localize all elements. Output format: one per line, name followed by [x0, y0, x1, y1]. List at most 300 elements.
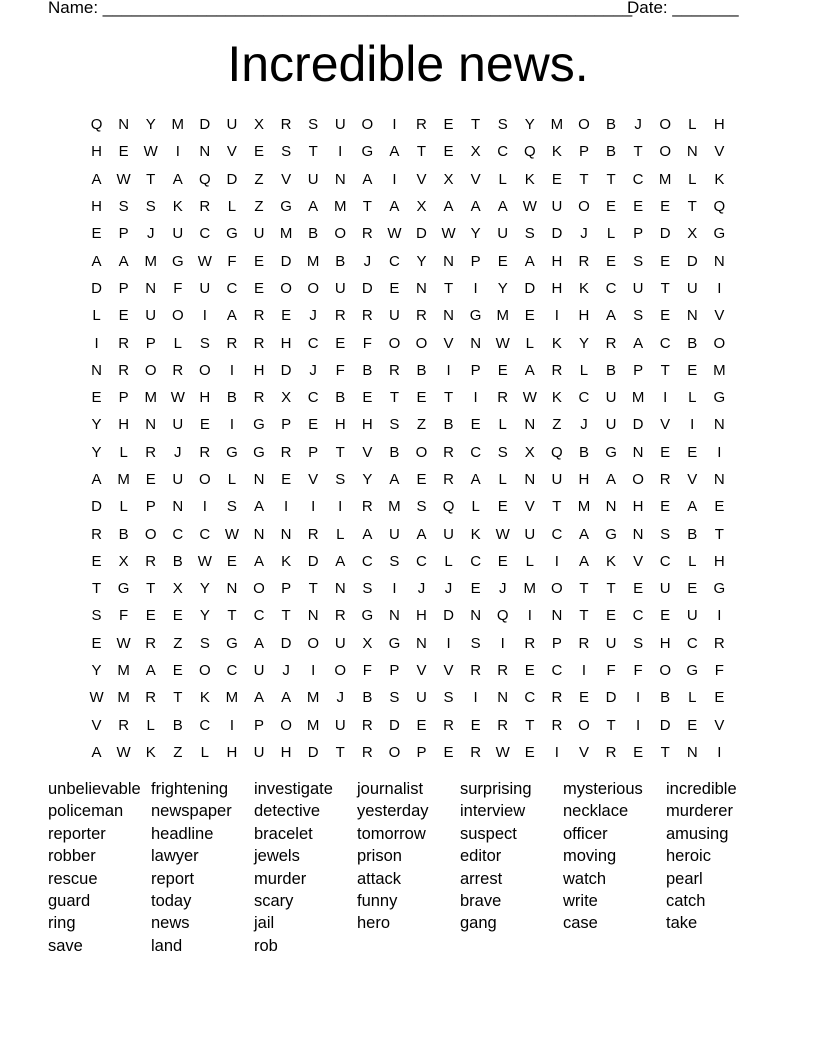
- grid-letter: I: [581, 662, 587, 680]
- grid-letter: C: [172, 525, 184, 543]
- grid-letter: K: [551, 389, 562, 407]
- grid-letter: A: [633, 334, 644, 352]
- grid-letter: E: [254, 143, 265, 161]
- grid-letter: S: [497, 116, 508, 134]
- grid-letter: S: [389, 552, 400, 570]
- grid-letter: E: [389, 279, 400, 297]
- grid-row: [83, 247, 733, 274]
- grid-letter: R: [497, 716, 509, 734]
- grid-letter: C: [470, 552, 482, 570]
- grid-letter: D: [91, 498, 102, 516]
- grid-letter: N: [713, 471, 725, 488]
- grid-letter: A: [254, 689, 265, 707]
- grid-letter: U: [443, 525, 454, 543]
- grid-letter: E: [362, 389, 373, 407]
- grid-letter: G: [605, 525, 617, 543]
- grid-letter: N: [199, 143, 211, 161]
- grid-letter: E: [633, 198, 644, 216]
- grid-letter: O: [280, 279, 292, 297]
- grid-letter: H: [91, 143, 102, 161]
- grid-letter: R: [443, 443, 454, 461]
- grid-row: [83, 220, 733, 247]
- word-bank-item: land: [151, 936, 183, 955]
- grid-row: [83, 138, 733, 165]
- word-bank-item: surprising: [460, 780, 532, 798]
- word-bank-item: brave: [460, 891, 502, 910]
- grid-letter: E: [497, 498, 508, 516]
- grid-letter: P: [118, 279, 129, 297]
- grid-letter: G: [713, 389, 726, 407]
- grid-letter: T: [91, 580, 102, 598]
- grid-letter: B: [416, 361, 427, 379]
- grid-letter: T: [146, 170, 156, 188]
- grid-letter: Z: [173, 634, 183, 652]
- grid-letter: G: [388, 634, 401, 652]
- grid-letter: K: [714, 170, 725, 188]
- word-bank-item: detective: [254, 802, 321, 821]
- grid-row: [83, 166, 733, 193]
- grid-letter: H: [280, 743, 292, 761]
- grid-letter: F: [173, 279, 183, 297]
- grid-letter: O: [280, 716, 292, 734]
- grid-letter: A: [254, 498, 265, 516]
- grid-letter: U: [334, 279, 346, 297]
- grid-letter: T: [714, 525, 724, 543]
- word-bank-item: newspaper: [151, 802, 232, 821]
- grid-letter: M: [144, 389, 157, 407]
- grid-letter: S: [497, 443, 508, 461]
- grid-letter: T: [389, 389, 399, 407]
- grid-letter: I: [202, 498, 207, 516]
- grid-letter: V: [443, 662, 454, 680]
- grid-letter: A: [91, 170, 102, 188]
- grid-letter: U: [632, 279, 644, 297]
- grid-letter: O: [632, 471, 644, 488]
- grid-letter: O: [578, 716, 590, 734]
- grid-letter: M: [171, 116, 185, 134]
- grid-letter: K: [172, 198, 183, 216]
- grid-letter: G: [226, 443, 238, 461]
- grid-letter: E: [633, 580, 644, 598]
- grid-letter: A: [254, 552, 265, 570]
- grid-letter: E: [416, 716, 427, 734]
- grid-letter: J: [417, 580, 426, 598]
- grid-row: [83, 193, 733, 220]
- grid-letter: T: [416, 143, 427, 161]
- grid-letter: O: [253, 580, 265, 598]
- grid-letter: J: [580, 225, 588, 243]
- grid-letter: S: [389, 689, 400, 707]
- grid-letter: H: [632, 498, 644, 516]
- grid-letter: E: [91, 552, 102, 570]
- grid-letter: E: [660, 307, 671, 325]
- grid-letter: E: [254, 252, 265, 270]
- name-field: Name: ________________________________________________________: [48, 0, 633, 17]
- grid-letter: U: [334, 716, 346, 734]
- grid-letter: E: [497, 252, 508, 270]
- grid-letter: W: [170, 389, 185, 407]
- word-bank-item: lawyer: [151, 847, 199, 866]
- grid-letter: H: [578, 307, 590, 325]
- grid-letter: E: [687, 443, 698, 461]
- grid-letter: O: [415, 334, 428, 352]
- grid-letter: N: [172, 498, 184, 516]
- grid-letter: U: [388, 525, 400, 543]
- grid-letter: I: [229, 361, 235, 379]
- grid-letter: E: [660, 252, 671, 270]
- grid-letter: E: [497, 552, 508, 570]
- grid-letter: R: [145, 634, 157, 652]
- grid-letter: L: [146, 716, 155, 734]
- grid-letter: O: [713, 334, 726, 352]
- word-bank-item: arrest: [460, 869, 503, 888]
- grid-letter: O: [144, 361, 157, 379]
- grid-letter: Q: [713, 198, 726, 216]
- grid-letter: C: [632, 170, 644, 188]
- grid-letter: S: [633, 634, 644, 652]
- grid-letter: N: [443, 252, 454, 270]
- grid-letter: E: [524, 662, 535, 680]
- grid-letter: D: [361, 279, 373, 297]
- grid-row: [83, 493, 733, 520]
- grid-letter: L: [688, 389, 697, 407]
- grid-letter: O: [307, 634, 319, 652]
- grid-letter: E: [254, 279, 265, 297]
- word-bank-item: officer: [563, 824, 608, 843]
- grid-letter: T: [525, 716, 535, 734]
- grid-letter: O: [659, 116, 672, 134]
- grid-letter: I: [636, 716, 641, 734]
- grid-letter: J: [444, 580, 453, 598]
- grid-letter: N: [470, 334, 482, 352]
- grid-letter: E: [524, 307, 535, 325]
- word-bank-item: editor: [460, 847, 502, 866]
- grid-letter: T: [633, 143, 643, 161]
- grid-letter: S: [660, 525, 671, 543]
- grid-letter: R: [361, 743, 373, 761]
- grid-letter: E: [497, 361, 508, 379]
- grid-letter: D: [659, 716, 671, 734]
- grid-letter: U: [172, 225, 184, 243]
- word-bank-item: report: [151, 869, 195, 888]
- grid-letter: S: [389, 416, 400, 434]
- grid-letter: E: [687, 716, 698, 734]
- grid-letter: K: [524, 170, 535, 188]
- grid-letter: L: [498, 170, 507, 188]
- grid-letter: D: [307, 743, 319, 761]
- grid-letter: D: [605, 689, 617, 707]
- grid-row: [83, 575, 733, 602]
- grid-letter: O: [659, 662, 672, 680]
- grid-letter: I: [554, 307, 559, 325]
- grid-letter: C: [307, 334, 319, 352]
- grid-letter: B: [578, 443, 589, 461]
- grid-letter: N: [686, 143, 698, 161]
- word-bank-item: suspect: [460, 824, 517, 843]
- grid-letter: M: [117, 471, 130, 488]
- grid-letter: N: [686, 743, 698, 761]
- grid-letter: C: [416, 552, 427, 570]
- grid-letter: J: [309, 361, 317, 379]
- grid-letter: G: [253, 443, 265, 461]
- grid-letter: L: [119, 498, 128, 516]
- grid-letter: N: [686, 307, 698, 325]
- grid-letter: H: [361, 416, 373, 434]
- grid-letter: D: [551, 225, 563, 243]
- grid-letter: P: [308, 443, 319, 461]
- grid-letter: I: [311, 498, 316, 516]
- word-bank-item: ring: [48, 914, 76, 933]
- grid-letter: A: [389, 198, 400, 216]
- grid-letter: S: [226, 498, 237, 516]
- grid-letter: Q: [551, 443, 563, 461]
- grid-letter: A: [687, 498, 698, 516]
- grid-letter: U: [253, 662, 265, 680]
- grid-letter: A: [254, 634, 265, 652]
- grid-letter: I: [717, 279, 722, 297]
- grid-letter: E: [199, 416, 210, 434]
- grid-letter: F: [335, 361, 345, 379]
- grid-letter: L: [444, 552, 453, 570]
- date-field: Date: _______: [627, 0, 739, 17]
- word-search-grid: [83, 111, 733, 766]
- grid-letter: D: [91, 279, 102, 297]
- grid-letter: R: [307, 525, 319, 543]
- grid-letter: I: [554, 743, 559, 761]
- grid-letter: Z: [254, 170, 264, 188]
- grid-letter: R: [551, 689, 563, 707]
- grid-letter: B: [335, 389, 346, 407]
- grid-letter: N: [632, 525, 644, 543]
- grid-letter: C: [524, 689, 536, 707]
- word-bank-item: tomorrow: [357, 824, 426, 843]
- grid-letter: B: [606, 143, 617, 161]
- grid-letter: S: [470, 634, 481, 652]
- grid-letter: R: [280, 443, 292, 461]
- grid-letter: E: [91, 634, 102, 652]
- grid-letter: O: [334, 225, 347, 243]
- grid-letter: Y: [524, 116, 535, 134]
- grid-letter: S: [524, 225, 535, 243]
- grid-letter: S: [199, 334, 210, 352]
- word-bank-item: amusing: [666, 824, 729, 843]
- grid-letter: C: [226, 279, 238, 297]
- grid-letter: Q: [442, 498, 455, 516]
- grid-letter: E: [308, 416, 319, 434]
- grid-letter: R: [199, 198, 211, 216]
- grid-letter: N: [253, 471, 265, 488]
- grid-letter: N: [307, 607, 319, 625]
- grid-letter: U: [551, 471, 563, 488]
- grid-letter: W: [495, 743, 510, 761]
- word-bank-item: reporter: [48, 824, 106, 843]
- grid-letter: U: [199, 279, 211, 297]
- grid-letter: S: [308, 116, 319, 134]
- grid-letter: D: [524, 279, 536, 297]
- grid-letter: C: [659, 334, 671, 352]
- grid-letter: F: [119, 607, 129, 625]
- grid-letter: A: [335, 552, 346, 570]
- grid-letter: U: [172, 416, 184, 434]
- grid-letter: R: [199, 443, 211, 461]
- grid-letter: G: [713, 580, 726, 598]
- grid-letter: K: [281, 552, 292, 570]
- grid-row: [83, 712, 733, 739]
- grid-letter: O: [551, 580, 563, 598]
- grid-letter: L: [688, 116, 697, 134]
- grid-letter: B: [308, 225, 319, 243]
- grid-letter: F: [227, 252, 237, 270]
- grid-letter: A: [606, 307, 617, 325]
- grid-letter: C: [686, 634, 698, 652]
- word-bank-item: murder: [254, 869, 307, 888]
- grid-letter: C: [199, 225, 211, 243]
- grid-letter: O: [144, 525, 157, 543]
- grid-letter: A: [443, 198, 454, 216]
- grid-letter: I: [94, 334, 99, 352]
- grid-letter: O: [415, 443, 428, 461]
- grid-letter: O: [361, 116, 374, 134]
- grid-letter: N: [91, 361, 102, 379]
- grid-letter: V: [524, 498, 535, 516]
- grid-row: [83, 684, 733, 711]
- grid-letter: D: [632, 416, 644, 434]
- grid-letter: F: [633, 662, 643, 680]
- grid-letter: R: [443, 716, 454, 734]
- grid-letter: E: [578, 689, 589, 707]
- grid-letter: U: [334, 116, 346, 134]
- grid-letter: T: [308, 143, 318, 161]
- grid-letter: N: [388, 607, 400, 625]
- grid-letter: B: [362, 361, 373, 379]
- grid-letter: N: [334, 170, 346, 188]
- grid-letter: R: [361, 307, 373, 325]
- grid-letter: B: [443, 416, 454, 434]
- grid-row: [83, 439, 733, 466]
- grid-letter: L: [525, 552, 534, 570]
- grid-letter: T: [606, 580, 616, 598]
- grid-letter: O: [171, 307, 184, 325]
- grid-letter: J: [336, 689, 344, 707]
- grid-letter: G: [253, 416, 265, 434]
- word-bank-item: jail: [254, 914, 275, 933]
- grid-letter: U: [226, 116, 238, 134]
- grid-letter: T: [362, 198, 372, 216]
- grid-letter: U: [334, 634, 346, 652]
- grid-letter: N: [470, 607, 482, 625]
- grid-letter: E: [687, 580, 698, 598]
- grid-letter: T: [308, 580, 318, 598]
- grid-letter: B: [687, 525, 698, 543]
- grid-letter: A: [470, 198, 481, 216]
- grid-letter: A: [145, 662, 156, 680]
- grid-letter: J: [309, 307, 317, 325]
- grid-row: [83, 275, 733, 302]
- grid-letter: U: [605, 634, 617, 652]
- grid-letter: A: [606, 471, 617, 488]
- grid-letter: A: [362, 525, 373, 543]
- grid-letter: O: [199, 662, 211, 680]
- grid-letter: I: [229, 416, 235, 434]
- grid-letter: R: [361, 225, 373, 243]
- grid-letter: N: [497, 689, 509, 707]
- grid-letter: R: [470, 743, 482, 761]
- grid-letter: X: [443, 170, 454, 188]
- grid-letter: C: [632, 607, 644, 625]
- grid-letter: D: [388, 716, 400, 734]
- grid-letter: J: [282, 662, 290, 680]
- grid-letter: O: [334, 662, 347, 680]
- grid-letter: I: [717, 443, 722, 461]
- grid-letter: G: [226, 634, 238, 652]
- word-bank-item: headline: [151, 824, 214, 843]
- grid-letter: L: [200, 743, 210, 761]
- grid-letter: U: [497, 225, 509, 243]
- grid-letter: P: [578, 143, 589, 161]
- grid-letter: W: [495, 334, 510, 352]
- grid-letter: E: [91, 225, 102, 243]
- grid-letter: E: [660, 198, 671, 216]
- grid-letter: X: [470, 143, 481, 161]
- grid-letter: C: [199, 525, 211, 543]
- word-bank-item: robber: [48, 847, 96, 866]
- grid-letter: I: [229, 716, 235, 734]
- grid-letter: Y: [199, 580, 210, 598]
- grid-letter: O: [199, 361, 211, 379]
- grid-letter: F: [606, 662, 616, 680]
- grid-letter: J: [146, 225, 155, 243]
- grid-letter: L: [579, 361, 589, 379]
- grid-letter: Q: [496, 607, 509, 625]
- grid-letter: M: [117, 689, 130, 707]
- grid-letter: R: [416, 116, 427, 134]
- grid-letter: N: [443, 307, 454, 325]
- grid-letter: B: [172, 716, 183, 734]
- grid-letter: L: [688, 170, 697, 188]
- grid-letter: I: [690, 416, 695, 434]
- grid-letter: M: [306, 689, 320, 707]
- grid-letter: E: [660, 498, 671, 516]
- grid-row: [83, 384, 733, 411]
- grid-letter: N: [280, 525, 292, 543]
- grid-row: [83, 466, 733, 493]
- grid-letter: M: [225, 689, 239, 707]
- grid-letter: P: [470, 252, 481, 270]
- grid-letter: C: [551, 525, 563, 543]
- grid-letter: H: [91, 198, 102, 216]
- grid-letter: S: [633, 307, 644, 325]
- grid-letter: P: [118, 389, 129, 407]
- word-bank: [48, 778, 788, 957]
- grid-letter: A: [416, 525, 427, 543]
- grid-letter: T: [660, 279, 670, 297]
- word-bank-item: funny: [357, 891, 398, 910]
- grid-letter: V: [443, 334, 454, 352]
- grid-letter: R: [578, 634, 590, 652]
- grid-row: [83, 602, 733, 629]
- grid-letter: P: [551, 634, 562, 652]
- grid-letter: U: [145, 307, 157, 325]
- grid-letter: C: [307, 389, 319, 407]
- grid-letter: V: [714, 307, 725, 325]
- grid-letter: B: [362, 689, 373, 707]
- grid-letter: L: [688, 689, 697, 707]
- grid-letter: V: [714, 143, 725, 161]
- grid-row: [83, 329, 733, 356]
- grid-letter: T: [579, 607, 589, 625]
- grid-letter: R: [497, 662, 509, 680]
- grid-letter: R: [416, 307, 427, 325]
